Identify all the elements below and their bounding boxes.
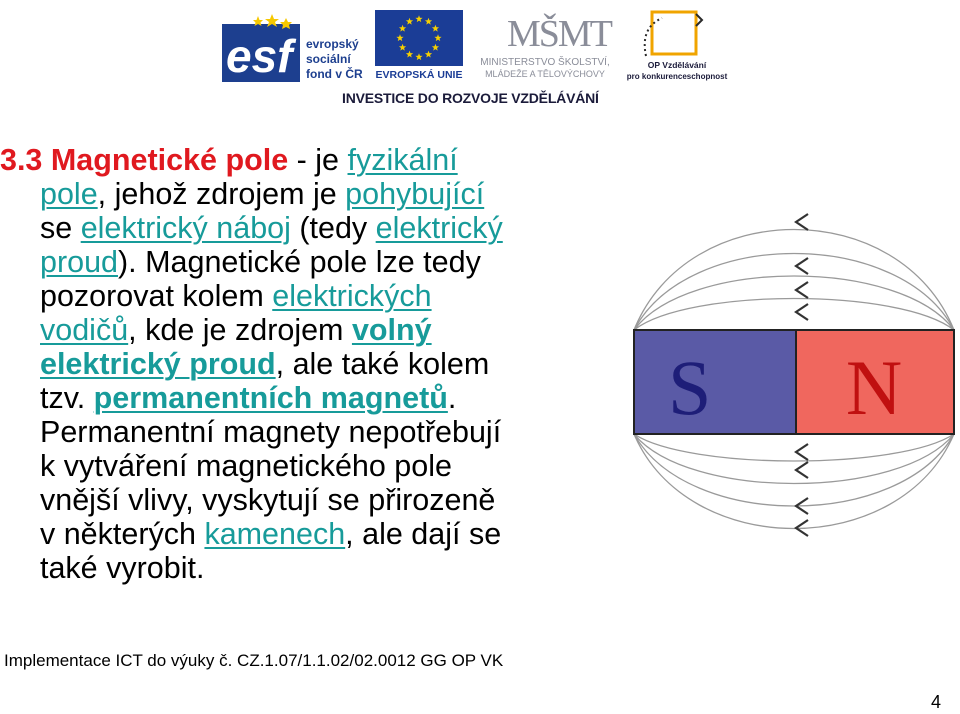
body-text [0,143,620,585]
msmt-line1: MINISTERSTVO ŠKOLSTVÍ, [480,57,610,68]
text-fragment: , ale dají se [345,517,502,551]
section-heading: 3.3 Magnetické pole [0,143,289,177]
footer-text: Implementace ICT do výuky č. CZ.1.07/1.1.02/02.0012 GG OP VK [4,651,504,670]
link-elektricky[interactable]: elektrický [375,211,503,245]
south-pole [634,330,796,434]
body-line-9: Permanentní magnety nepotřebují [40,415,502,449]
msmt-letters: MŠMT [507,13,611,55]
op-line1: OP Vzdělávání [647,60,707,70]
link-pohybujici[interactable]: pohybující [345,177,485,211]
link-vodicu[interactable]: vodičů [40,313,129,347]
text-fragment: - je [288,143,348,177]
text-fragment: tzv. [40,381,94,415]
text-fragment: v některých [40,517,205,551]
text-fragment: , ale také kolem [275,347,490,381]
msmt-logo [465,8,625,82]
bar-magnet-illustration [628,208,960,548]
text-fragment: , jehož zdrojem je [97,177,346,211]
op-line2: pro konkurenceschopnost [626,72,728,81]
msmt-line2: MLÁDEŽE A TĚLOVÝCHOVY [485,69,605,79]
link-elektrickych[interactable]: elektrických [272,279,432,313]
link-volny[interactable]: volný [351,313,432,347]
link-pole[interactable]: pole [40,177,98,211]
link-elektricky-proud[interactable]: elektrický proud [40,347,276,381]
body-line-2 [40,177,620,211]
esf-line2: sociální [306,52,351,66]
body-line-6 [40,313,620,347]
body-line-7 [40,347,620,381]
esf-line3: fond v ČR [306,67,363,81]
link-permanentnich-magnetu[interactable]: permanentních magnetů [93,381,448,415]
text-fragment: (tedy [290,211,376,245]
text-fragment: ). Magnetické pole lze tedy [118,245,481,279]
body-line-12 [40,517,620,551]
south-label: S [668,344,712,431]
eu-caption: EVROPSKÁ UNIE [375,69,463,81]
page-number: 4 [931,692,942,712]
esf-letters: esf [226,30,293,82]
body-line-1 [0,143,620,177]
banner-tagline: INVESTICE DO ROZVOJE VZDĚLÁVÁNÍ [342,90,599,106]
body-line-10: k vytváření magnetického pole [40,449,452,483]
link-elektricky-naboj[interactable]: elektrický náboj [80,211,291,245]
link-kamenech[interactable]: kamenech [204,517,346,551]
body-line-8 [40,381,620,415]
text-fragment: . [447,381,457,415]
link-proud[interactable]: proud [40,245,119,279]
text-fragment: se [40,211,81,245]
text-fragment: pozorovat kolem [40,279,273,313]
op-vzdelavani-logo [626,8,728,82]
north-label: N [845,344,903,431]
body-line-5 [40,279,620,313]
body-line-11: vnější vlivy, vyskytují se přirozeně [40,483,496,517]
esf-logo [222,10,370,82]
esf-line1: evropský [306,37,359,51]
text-fragment: , kde je zdrojem [128,313,352,347]
body-line-13: také vyrobit. [40,551,205,585]
link-fyzikalni[interactable]: fyzikální [347,143,458,177]
body-line-3 [40,211,620,245]
body-line-4 [40,245,620,279]
eu-flag-logo [375,10,463,80]
